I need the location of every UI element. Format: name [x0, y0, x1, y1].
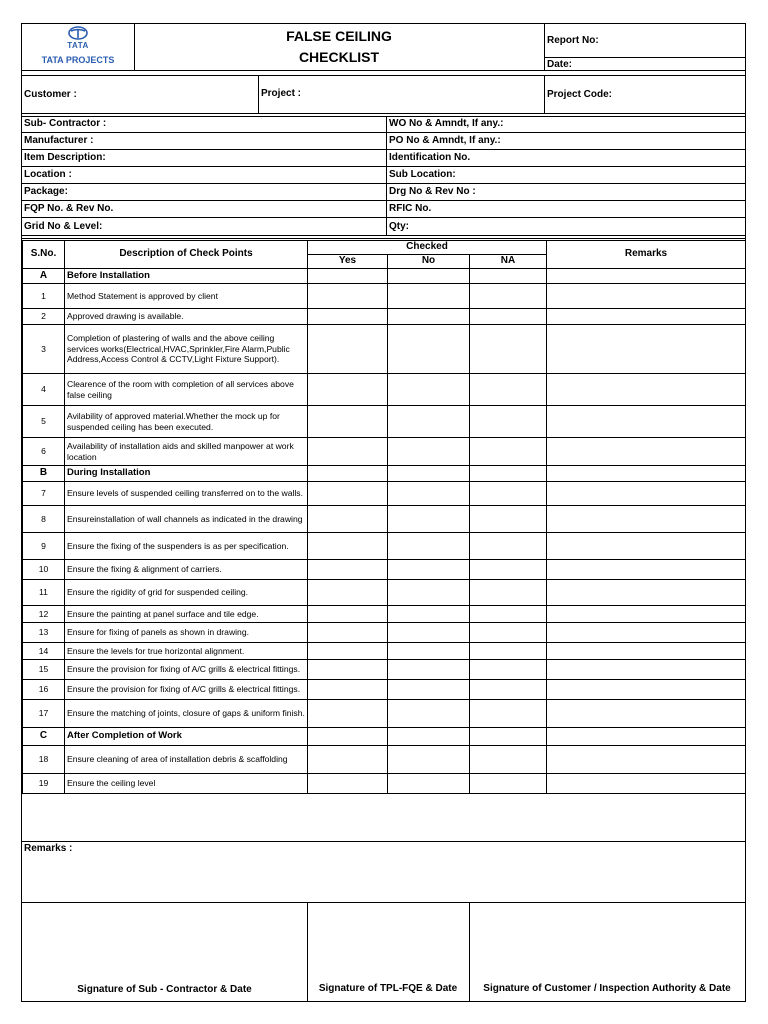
row-yes-cell[interactable] — [308, 680, 388, 700]
row-yes-cell[interactable] — [308, 284, 388, 309]
item-description-label: Item Description: — [24, 152, 106, 163]
row-sno: 2 — [23, 309, 65, 325]
row-description: Method Statement is approved by client — [65, 284, 308, 309]
row-sno: 19 — [23, 774, 65, 794]
row-sno: 1 — [23, 284, 65, 309]
row-sno: 14 — [23, 643, 65, 660]
row-na-cell[interactable] — [470, 466, 547, 482]
form-title-line2: CHECKLIST — [298, 49, 380, 65]
row-remarks-cell[interactable] — [547, 643, 746, 660]
row-yes-cell[interactable] — [308, 506, 388, 533]
signature-tpl-fqe: Signature of TPL-FQE & Date — [318, 983, 458, 994]
po-no-label: PO No & Amndt, If any.: — [389, 135, 501, 146]
row-remarks-cell[interactable] — [547, 660, 746, 680]
row-description: Ensure the provision for fixing of A/C grills & electrical fittings. — [65, 660, 308, 680]
row-no-cell[interactable] — [388, 774, 470, 794]
row-yes-cell[interactable] — [308, 643, 388, 660]
row-yes-cell[interactable] — [308, 482, 388, 506]
row-remarks-cell[interactable] — [547, 774, 746, 794]
row-no-cell[interactable] — [388, 606, 470, 623]
col-no-header: No — [388, 255, 470, 269]
row-sno: 17 — [23, 700, 65, 728]
row-description: Ensure the painting at panel surface and tile edge. — [65, 606, 308, 623]
col-description-header: Description of Check Points — [65, 241, 308, 269]
row-sno: 9 — [23, 533, 65, 560]
signature-sub-contractor: Signature of Sub - Contractor & Date — [77, 984, 252, 995]
row-na-cell[interactable] — [470, 438, 547, 466]
row-sno: 11 — [23, 580, 65, 606]
row-yes-cell[interactable] — [308, 774, 388, 794]
row-yes-cell[interactable] — [308, 728, 388, 746]
row-remarks-cell[interactable] — [547, 325, 746, 374]
row-sno: 15 — [23, 660, 65, 680]
row-na-cell[interactable] — [470, 680, 547, 700]
row-description: Ensure for fixing of panels as shown in drawing. — [65, 623, 308, 643]
row-sno: 8 — [23, 506, 65, 533]
row-yes-cell[interactable] — [308, 700, 388, 728]
row-na-cell[interactable] — [470, 643, 547, 660]
row-remarks-cell[interactable] — [547, 506, 746, 533]
table-row — [23, 560, 746, 580]
drg-no-label: Drg No & Rev No : — [389, 186, 476, 197]
row-remarks-cell[interactable] — [547, 580, 746, 606]
row-yes-cell[interactable] — [308, 269, 388, 284]
row-description: Approved drawing is available. — [65, 309, 308, 325]
row-description: Before Installation — [65, 269, 308, 284]
form-title-line1: FALSE CEILING — [286, 28, 392, 44]
row-sno: 16 — [23, 680, 65, 700]
row-na-cell[interactable] — [470, 700, 547, 728]
row-remarks-cell[interactable] — [547, 533, 746, 560]
row-na-cell[interactable] — [470, 284, 547, 309]
row-no-cell[interactable] — [388, 438, 470, 466]
table-row — [23, 438, 746, 466]
project-label: Project : — [261, 88, 302, 99]
row-no-cell[interactable] — [388, 325, 470, 374]
row-description: Ensure cleaning of area of installation debris & scaffolding — [65, 746, 308, 774]
row-na-cell[interactable] — [470, 728, 547, 746]
row-description: Availability of installation aids and skilled manpower at work location — [65, 438, 308, 466]
row-remarks-cell[interactable] — [547, 309, 746, 325]
row-yes-cell[interactable] — [308, 309, 388, 325]
row-na-cell[interactable] — [470, 269, 547, 284]
row-no-cell[interactable] — [388, 623, 470, 643]
sub-location-label: Sub Location: — [389, 169, 456, 180]
checklist-sheet — [21, 23, 746, 1002]
row-no-cell[interactable] — [388, 482, 470, 506]
row-description: Ensure the fixing of the suspenders is as per specification. — [65, 533, 308, 560]
table-row — [23, 774, 746, 794]
row-na-cell[interactable] — [470, 580, 547, 606]
row-sno: B — [23, 466, 65, 482]
col-sno-header: S.No. — [23, 241, 65, 269]
table-row — [23, 606, 746, 623]
row-yes-cell[interactable] — [308, 374, 388, 406]
customer-label: Customer : — [24, 89, 77, 100]
row-remarks-cell[interactable] — [547, 680, 746, 700]
table-row — [23, 643, 746, 660]
row-na-cell[interactable] — [470, 374, 547, 406]
row-description: Ensure levels of suspended ceiling transferred on to the walls. — [65, 482, 308, 506]
row-na-cell[interactable] — [470, 533, 547, 560]
row-yes-cell[interactable] — [308, 580, 388, 606]
table-row — [23, 406, 746, 438]
row-na-cell[interactable] — [470, 560, 547, 580]
row-remarks-cell[interactable] — [547, 269, 746, 284]
row-sno: 12 — [23, 606, 65, 623]
row-remarks-cell[interactable] — [547, 438, 746, 466]
row-no-cell[interactable] — [388, 728, 470, 746]
row-sno: 7 — [23, 482, 65, 506]
row-no-cell[interactable] — [388, 284, 470, 309]
row-no-cell[interactable] — [388, 533, 470, 560]
table-row — [23, 746, 746, 774]
location-label: Location : — [24, 169, 72, 180]
row-na-cell[interactable] — [470, 482, 547, 506]
row-na-cell[interactable] — [470, 309, 547, 325]
row-no-cell[interactable] — [388, 660, 470, 680]
row-sno: 3 — [23, 325, 65, 374]
row-no-cell[interactable] — [388, 506, 470, 533]
row-no-cell[interactable] — [388, 560, 470, 580]
remarks-label: Remarks : — [24, 843, 73, 854]
table-row — [23, 623, 746, 643]
row-description: Ensureinstallation of wall channels as indicated in the drawing — [65, 506, 308, 533]
row-no-cell[interactable] — [388, 746, 470, 774]
row-description: During Installation — [65, 466, 308, 482]
table-row — [23, 580, 746, 606]
row-sno: 10 — [23, 560, 65, 580]
table-row — [23, 660, 746, 680]
row-sno: A — [23, 269, 65, 284]
row-no-cell[interactable] — [388, 580, 470, 606]
row-yes-cell[interactable] — [308, 623, 388, 643]
row-yes-cell[interactable] — [308, 660, 388, 680]
row-yes-cell[interactable] — [308, 406, 388, 438]
project-code-label: Project Code: — [547, 89, 613, 100]
row-yes-cell[interactable] — [308, 466, 388, 482]
logo-company: TATA PROJECTS — [41, 55, 115, 65]
row-na-cell[interactable] — [470, 746, 547, 774]
row-sno: 13 — [23, 623, 65, 643]
row-description: Ensure the provision for fixing of A/C grills & electrical fittings. — [65, 680, 308, 700]
row-no-cell[interactable] — [388, 643, 470, 660]
row-no-cell[interactable] — [388, 406, 470, 438]
row-remarks-cell[interactable] — [547, 746, 746, 774]
row-yes-cell[interactable] — [308, 560, 388, 580]
row-sno: 4 — [23, 374, 65, 406]
row-yes-cell[interactable] — [308, 325, 388, 374]
row-no-cell[interactable] — [388, 269, 470, 284]
row-no-cell[interactable] — [388, 309, 470, 325]
row-description: Ensure the ceiling level — [65, 774, 308, 794]
row-na-cell[interactable] — [470, 406, 547, 438]
row-description: Ensure the fixing & alignment of carriers. — [65, 560, 308, 580]
row-remarks-cell[interactable] — [547, 700, 746, 728]
section-row — [23, 728, 746, 746]
logo-cell — [22, 24, 134, 70]
row-description: Avilability of approved material.Whether the mock up for suspended ceiling has been executed. — [65, 406, 308, 438]
row-description: Ensure the matching of joints, closure of gaps & uniform finish. — [65, 700, 308, 728]
col-remarks-header: Remarks — [547, 241, 746, 269]
grid-level-label: Grid No & Level: — [24, 221, 103, 232]
col-na-header: NA — [470, 255, 547, 269]
row-description: Ensure the levels for true horizontal alignment. — [65, 643, 308, 660]
row-na-cell[interactable] — [470, 325, 547, 374]
row-remarks-cell[interactable] — [547, 466, 746, 482]
row-yes-cell[interactable] — [308, 533, 388, 560]
table-row — [23, 533, 746, 560]
table-row — [23, 284, 746, 309]
table-row — [23, 374, 746, 406]
row-remarks-cell[interactable] — [547, 728, 746, 746]
row-remarks-cell[interactable] — [547, 606, 746, 623]
row-na-cell[interactable] — [470, 606, 547, 623]
tata-logo-icon — [68, 26, 88, 40]
manufacturer-label: Manufacturer : — [24, 135, 94, 146]
row-remarks-cell[interactable] — [547, 406, 746, 438]
checklist-table — [22, 240, 746, 794]
row-no-cell[interactable] — [388, 466, 470, 482]
row-description: After Completion of Work — [65, 728, 308, 746]
row-remarks-cell[interactable] — [547, 623, 746, 643]
row-description: Clearence of the room with completion of all services above false ceiling — [65, 374, 308, 406]
row-remarks-cell[interactable] — [547, 284, 746, 309]
signature-customer: Signature of Customer / Inspection Authority & Date — [483, 983, 731, 994]
row-na-cell[interactable] — [470, 506, 547, 533]
package-label: Package: — [24, 186, 68, 197]
row-no-cell[interactable] — [388, 374, 470, 406]
col-yes-header: Yes — [308, 255, 388, 269]
report-no-label: Report No: — [547, 35, 599, 46]
wo-no-label: WO No & Amndt, If any.: — [389, 118, 504, 129]
date-label: Date: — [547, 59, 573, 70]
table-row — [23, 309, 746, 325]
col-checked-header: Checked — [308, 241, 547, 255]
qty-label: Qty: — [389, 221, 409, 232]
fqp-no-label: FQP No. & Rev No. — [24, 203, 114, 214]
row-na-cell[interactable] — [470, 774, 547, 794]
row-sno: 6 — [23, 438, 65, 466]
row-description: Ensure the rigidity of grid for suspended ceiling. — [65, 580, 308, 606]
row-yes-cell[interactable] — [308, 606, 388, 623]
row-remarks-cell[interactable] — [547, 374, 746, 406]
table-row — [23, 482, 746, 506]
table-row — [23, 325, 746, 374]
row-sno: 5 — [23, 406, 65, 438]
section-row — [23, 269, 746, 284]
row-sno: C — [23, 728, 65, 746]
rfic-no-label: RFIC No. — [389, 203, 432, 214]
table-row — [23, 680, 746, 700]
row-remarks-cell[interactable] — [547, 482, 746, 506]
row-na-cell[interactable] — [470, 660, 547, 680]
table-row — [23, 506, 746, 533]
row-description: Completion of plastering of walls and the above ceiling services works(Electrical,HVAC,Sprinkler,Fire Alarm,Public Address,Access Control & CCTV,Light Fixture Support). — [65, 325, 308, 374]
section-row — [23, 466, 746, 482]
row-na-cell[interactable] — [470, 623, 547, 643]
row-no-cell[interactable] — [388, 680, 470, 700]
table-row — [23, 700, 746, 728]
row-no-cell[interactable] — [388, 700, 470, 728]
sub-contractor-label: Sub- Contractor : — [24, 118, 107, 129]
row-remarks-cell[interactable] — [547, 560, 746, 580]
row-yes-cell[interactable] — [308, 746, 388, 774]
row-yes-cell[interactable] — [308, 438, 388, 466]
logo-brand: TATA — [67, 41, 89, 50]
row-sno: 18 — [23, 746, 65, 774]
identification-no-label: Identification No. — [389, 152, 471, 163]
